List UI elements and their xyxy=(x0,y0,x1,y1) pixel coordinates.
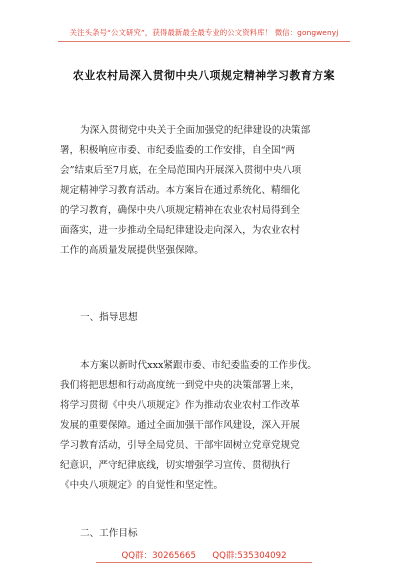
intro-line: 规定精神学习教育活动。本方案旨在通过系统化、精细化 xyxy=(60,185,300,196)
guiding-line: 纪意识，严守纪律底线，切实增强学习宣传、贯彻执行 xyxy=(60,460,291,471)
section-heading: 一、指导思想 xyxy=(80,312,138,323)
guiding-line: 将学习贯彻《中央八项规定》作为推动农业农村工作改革 xyxy=(60,400,300,411)
guiding-line: 我们将把思想和行动高度统一到党中央的决策部署上来， xyxy=(60,380,300,391)
intro-line: 工作的高质量发展提供坚强保障。 xyxy=(60,245,204,256)
header-divider xyxy=(58,41,350,42)
section-heading: 二、工作目标 xyxy=(80,528,138,539)
guiding-line: 学习教育活动，引导全局党员、干部牢固树立党章党规党 xyxy=(60,440,300,451)
guiding-line: 《中央八项规定》的自觉性和坚定性。 xyxy=(60,480,224,491)
guiding-line: 发展的重要保障。通过全面加强干部作风建设，深入开展 xyxy=(60,420,300,431)
footer-qq-group-1: QQ群：30265665 xyxy=(121,551,196,561)
intro-line: 会”结束后至7月底，在全局范围内开展深入贯彻中央八项 xyxy=(60,165,302,176)
guiding-ideology-paragraph xyxy=(60,356,358,496)
intro-line: 面落实，进一步推动全局纪律建设走向深入，为农业农村 xyxy=(60,225,300,236)
intro-line: 为深入贯彻党中央关于全面加强党的纪律建设的决策部 xyxy=(80,125,311,136)
guiding-line: 本方案以新时代xxx紧跟市委、市纪委监委的工作步伐。 xyxy=(80,360,317,371)
intro-paragraph xyxy=(60,121,358,261)
header-banner: 关注头条号“公文研究”，获得最新最全最专业的公文资料库！ 微信：gongwenyj xyxy=(69,28,339,37)
section-heading-work-goals xyxy=(60,524,358,544)
intro-line: 署，积极响应市委、市纪委监委的工作安排，自全国“两 xyxy=(60,145,296,156)
intro-line: 的学习教育，确保中央八项规定精神在农业农村局得到全 xyxy=(60,205,300,216)
section-heading-guiding-ideology xyxy=(60,308,358,328)
document-title: 农业农村局深入贯彻中央八项规定精神学习教育方案 xyxy=(72,69,336,82)
footer-underline xyxy=(96,562,312,563)
footer-qq-groups xyxy=(0,549,408,561)
footer-qq-group-2: QQ群:535304092 xyxy=(212,551,287,561)
